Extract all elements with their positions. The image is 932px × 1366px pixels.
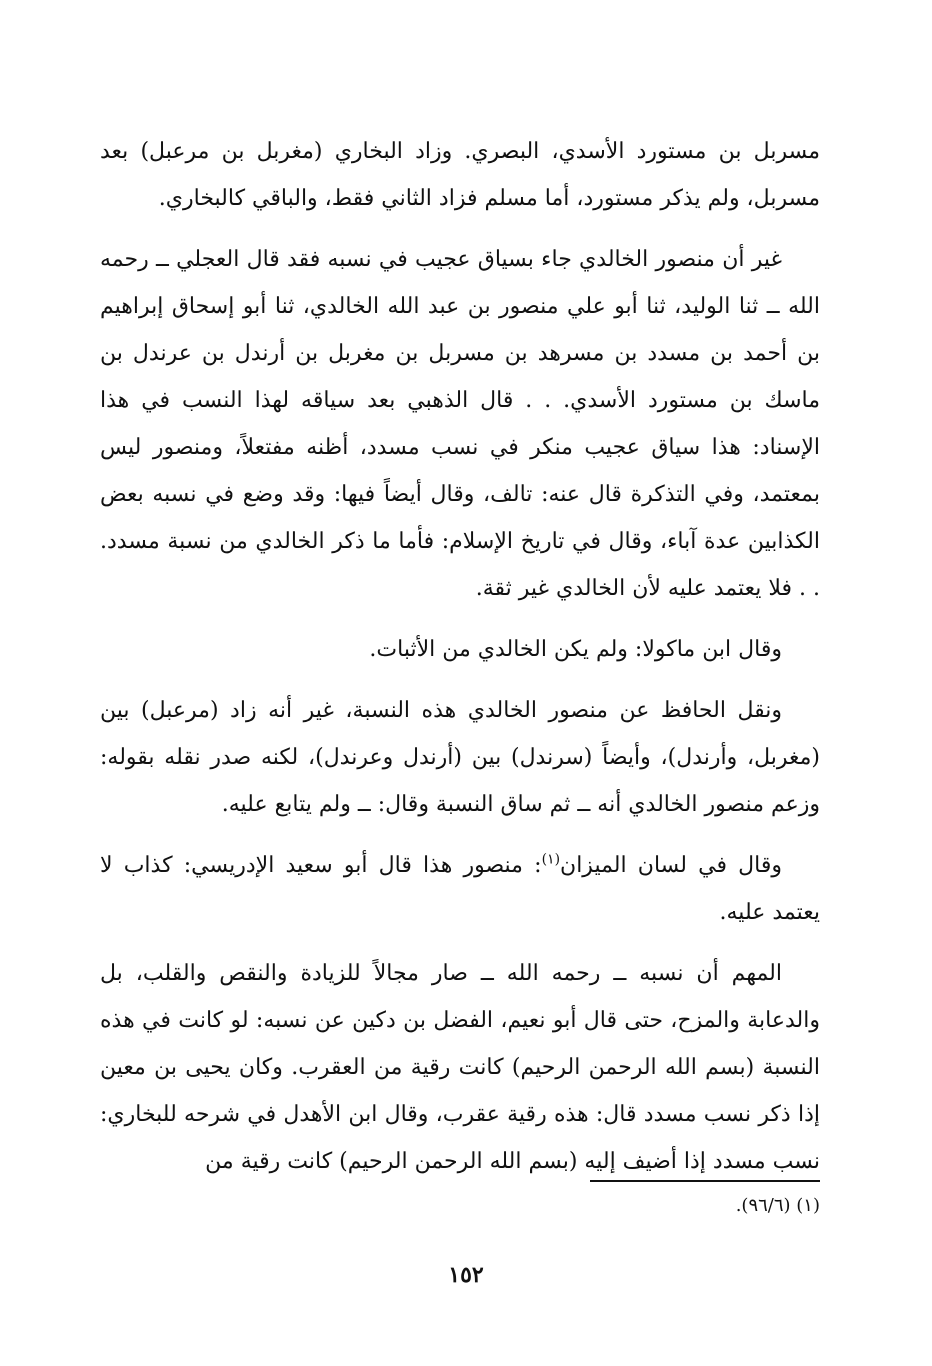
paragraph-5-end: : منصور هذا قال أبو سعيد الإدريسي: كذاب لا يعتمد عليه.: [100, 853, 820, 925]
paragraph-5: [100, 842, 820, 936]
paragraph-3: وقال ابن ماكولا: ولم يكن الخالدي من الأثبات.: [369, 637, 782, 662]
paragraph-6: المهم أن نسبه ــ رحمه الله ــ صار مجالاً للزيادة والنقص والقلب، بل والدعابة والمزح، حتى قال أبو نعيم، الفضل بن دكين عن نسبه: لو كانت في هذه النسبة (بسم الله الرحمن الرحيم) كانت رقية من العقرب. وكان يحيى بن معين إذا ذكر نسب مسدد قال: هذه رقية عقرب، وقال ابن الأهدل في شرحه للبخاري: نسب مسدد إذا أضيف إليه (بسم الله الرحمن الرحيم) كانت رقية من: [100, 961, 820, 1174]
paragraph-1: مسربل بن مستورد الأسدي، البصري. وزاد البخاري (مغربل بن مرعبل) بعد مسربل، ولم يذكر مستورد، أما مسلم فزاد الثاني فقط، والباقي كالبخاري.: [100, 139, 820, 211]
footnote: (١) (٩٦/٦).: [735, 1195, 820, 1216]
page-number: ١٥٢: [448, 1262, 484, 1288]
footnote-reference[interactable]: (١): [541, 851, 561, 868]
paragraph-2: غير أن منصور الخالدي جاء بسياق عجيب في نسبه فقد قال العجلي ــ رحمه الله ــ ثنا الوليد، ثنا أبو علي منصور بن عبد الله الخالدي، ثنا أبو إسحاق إبراهيم بن أحمد بن مسدد بن مسرهد بن مسربل بن مغربل بن أرندل بن عرندل بن ماسك بن مستورد الأسدي. . . قال الذهبي بعد سياقه لهذا النسب في هذا الإسناد: هذا سياق عجيب منكر في نسب مسدد، أظنه مفتعلاً، ومنصور ليس بمعتمد، وفي التذكرة قال عنه: تالف، وقال أيضاً فيها: وقد وضع في نسبه بعض الكذابين عدة آباء، وقال في تاريخ الإسلام: فأما ما ذكر الخالدي من نسبة مسدد. . . فلا يعتمد عليه لأن الخالدي غير ثقة.: [100, 247, 820, 601]
paragraph-4: ونقل الحافظ عن منصور الخالدي هذه النسبة، غير أنه زاد (مرعبل) بين (مغربل، وأرندل)، وأيضاً (سرندل) بين (أرندل وعرندل)، لكنه صدر نقله بقوله: وزعم منصور الخالدي أنه ــ ثم ساق النسبة وقال: ــ ولم يتابع عليه.: [100, 698, 820, 817]
paragraph-5-start: وقال في لسان الميزان: [560, 853, 782, 878]
page-body: [100, 128, 820, 1199]
footnote-divider: [590, 1180, 820, 1182]
